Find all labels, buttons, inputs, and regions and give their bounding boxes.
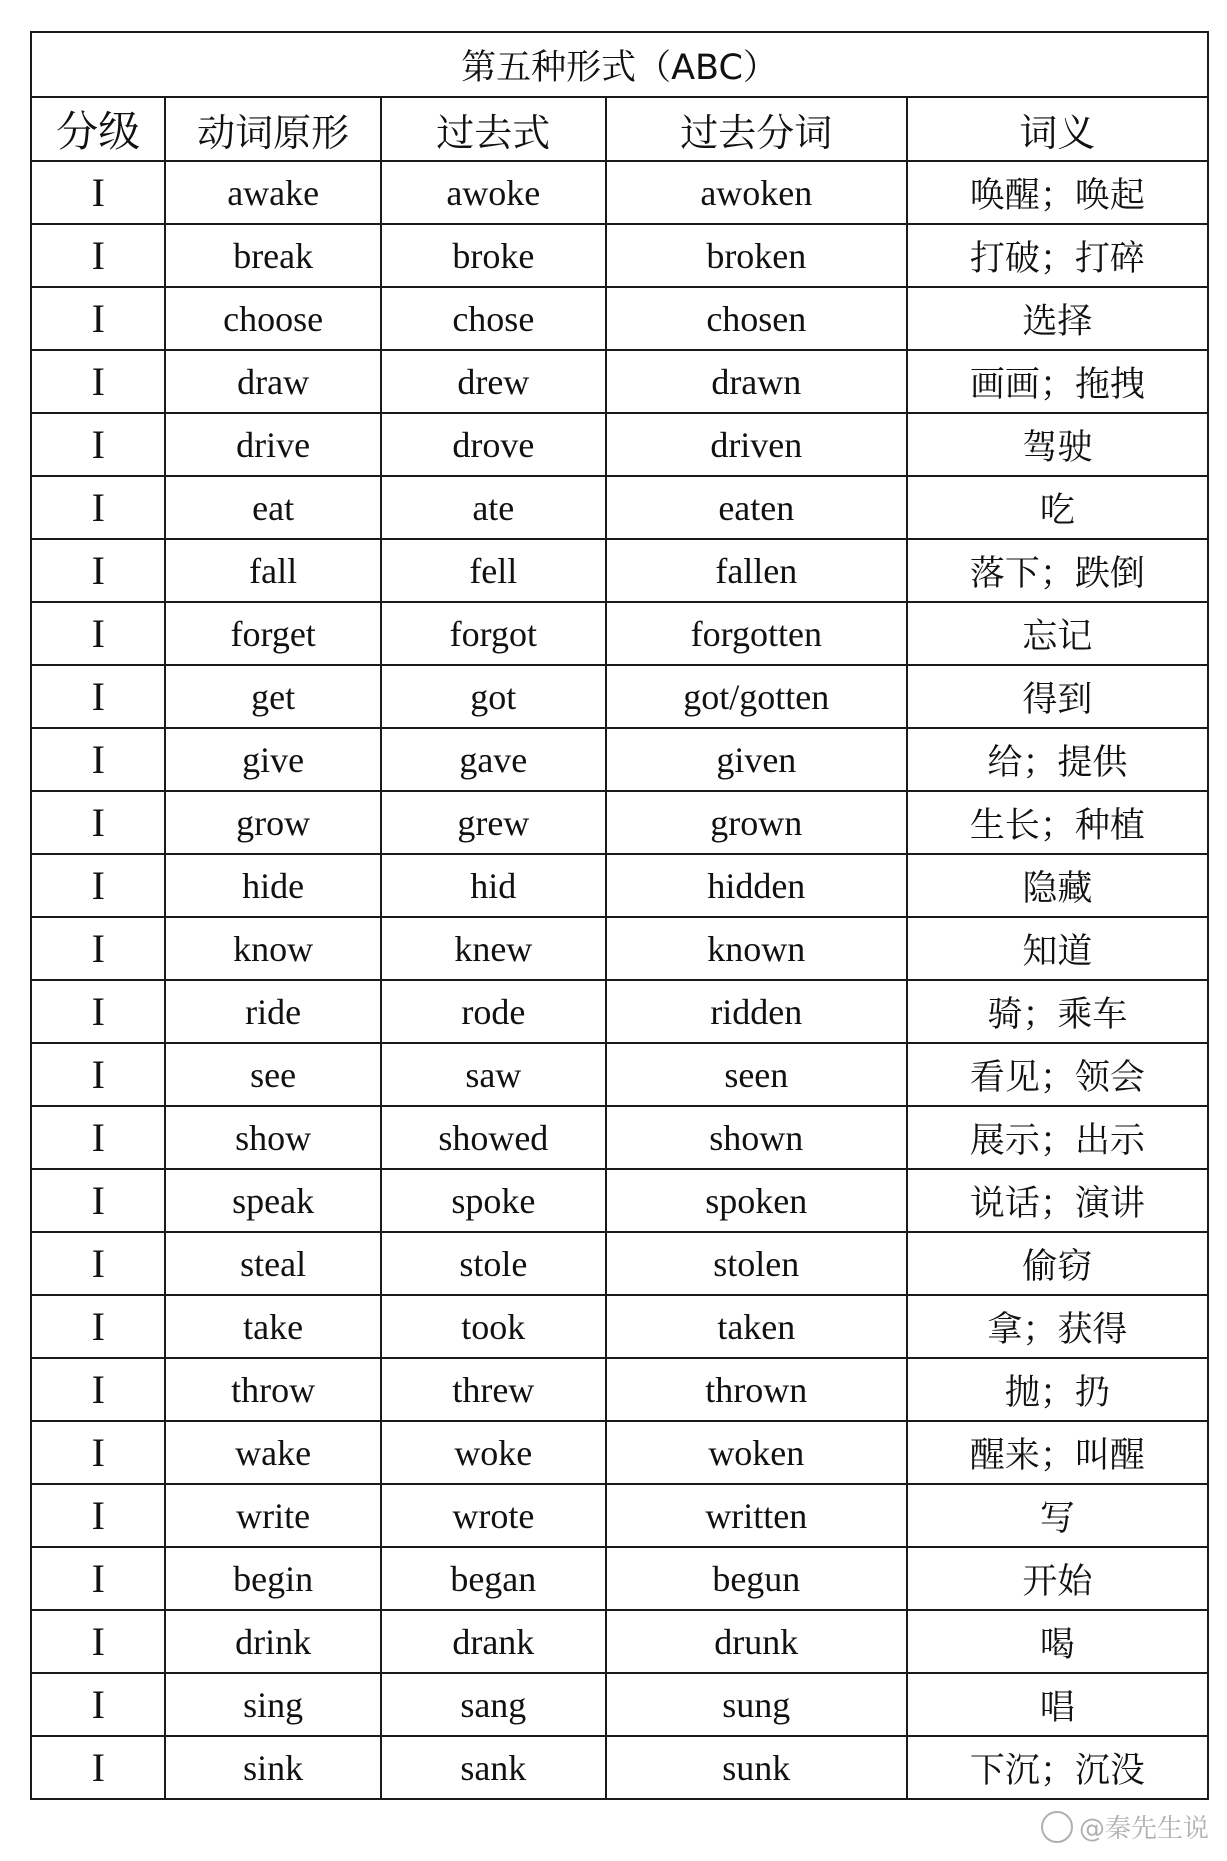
cell-grade: I (31, 854, 165, 917)
cell-past-participle: ridden (606, 980, 907, 1043)
cell-grade: I (31, 1484, 165, 1547)
cell-past-tense: threw (381, 1358, 606, 1421)
cell-base-form: choose (165, 287, 380, 350)
cell-past-participle: sunk (606, 1736, 907, 1799)
cell-grade: I (31, 1673, 165, 1736)
cell-base-form: wake (165, 1421, 380, 1484)
header-past-participle: 过去分词 (606, 97, 907, 161)
cell-grade: I (31, 161, 165, 224)
cell-past-participle: hidden (606, 854, 907, 917)
table-row (31, 539, 1208, 602)
cell-base-form: eat (165, 476, 380, 539)
cell-grade: I (31, 1421, 165, 1484)
cell-meaning: 驾驶 (907, 413, 1208, 476)
cell-base-form: show (165, 1106, 380, 1169)
cell-base-form: drive (165, 413, 380, 476)
cell-past-participle: spoken (606, 1169, 907, 1232)
cell-past-tense: began (381, 1547, 606, 1610)
cell-grade: I (31, 602, 165, 665)
cell-grade: I (31, 1169, 165, 1232)
cell-base-form: grow (165, 791, 380, 854)
cell-meaning: 生长；种植 (907, 791, 1208, 854)
cell-past-tense: hid (381, 854, 606, 917)
header-base-form: 动词原形 (165, 97, 380, 161)
cell-past-participle: taken (606, 1295, 907, 1358)
cell-grade: I (31, 539, 165, 602)
cell-grade: I (31, 287, 165, 350)
cell-past-tense: ate (381, 476, 606, 539)
table-title-row (31, 32, 1208, 97)
cell-grade: I (31, 1547, 165, 1610)
cell-meaning: 开始 (907, 1547, 1208, 1610)
table-body (31, 161, 1208, 1799)
cell-past-tense: knew (381, 917, 606, 980)
table-header-row (31, 97, 1208, 161)
cell-base-form: see (165, 1043, 380, 1106)
cell-meaning: 看见；领会 (907, 1043, 1208, 1106)
cell-past-participle: seen (606, 1043, 907, 1106)
cell-meaning: 骑；乘车 (907, 980, 1208, 1043)
cell-grade: I (31, 350, 165, 413)
cell-past-participle: awoken (606, 161, 907, 224)
cell-meaning: 知道 (907, 917, 1208, 980)
header-past-tense: 过去式 (381, 97, 606, 161)
cell-base-form: forget (165, 602, 380, 665)
header-grade: 分级 (31, 97, 165, 161)
cell-past-participle: thrown (606, 1358, 907, 1421)
table-row (31, 1673, 1208, 1736)
cell-meaning: 吃 (907, 476, 1208, 539)
cell-past-participle: given (606, 728, 907, 791)
cell-past-tense: saw (381, 1043, 606, 1106)
cell-past-tense: got (381, 665, 606, 728)
table-row (31, 161, 1208, 224)
cell-base-form: give (165, 728, 380, 791)
table-row (31, 1043, 1208, 1106)
table-row (31, 1106, 1208, 1169)
cell-grade: I (31, 728, 165, 791)
cell-meaning: 给；提供 (907, 728, 1208, 791)
cell-grade: I (31, 1295, 165, 1358)
table-row (31, 1358, 1208, 1421)
cell-past-participle: fallen (606, 539, 907, 602)
table-row (31, 728, 1208, 791)
cell-meaning: 醒来；叫醒 (907, 1421, 1208, 1484)
cell-past-tense: chose (381, 287, 606, 350)
cell-past-participle: shown (606, 1106, 907, 1169)
cell-past-participle: written (606, 1484, 907, 1547)
cell-past-participle: eaten (606, 476, 907, 539)
table-row (31, 224, 1208, 287)
cell-base-form: ride (165, 980, 380, 1043)
verb-forms-table (30, 31, 1209, 1800)
cell-past-participle: known (606, 917, 907, 980)
cell-base-form: draw (165, 350, 380, 413)
cell-base-form: fall (165, 539, 380, 602)
watermark-logo-icon (1041, 1811, 1073, 1843)
cell-past-tense: stole (381, 1232, 606, 1295)
cell-past-participle: sung (606, 1673, 907, 1736)
cell-meaning: 画画；拖拽 (907, 350, 1208, 413)
cell-base-form: write (165, 1484, 380, 1547)
cell-grade: I (31, 980, 165, 1043)
cell-past-participle: woken (606, 1421, 907, 1484)
cell-past-tense: sank (381, 1736, 606, 1799)
cell-meaning: 打破；打碎 (907, 224, 1208, 287)
cell-past-tense: woke (381, 1421, 606, 1484)
cell-past-participle: got/gotten (606, 665, 907, 728)
table-row (31, 1484, 1208, 1547)
cell-past-participle: forgotten (606, 602, 907, 665)
cell-grade: I (31, 665, 165, 728)
cell-past-tense: drove (381, 413, 606, 476)
cell-past-tense: gave (381, 728, 606, 791)
cell-meaning: 唱 (907, 1673, 1208, 1736)
cell-grade: I (31, 1043, 165, 1106)
cell-base-form: sink (165, 1736, 380, 1799)
header-meaning: 词义 (907, 97, 1208, 161)
table-title: 第五种形式（ABC） (31, 32, 1208, 97)
cell-base-form: get (165, 665, 380, 728)
table-row (31, 476, 1208, 539)
cell-meaning: 展示；出示 (907, 1106, 1208, 1169)
cell-past-participle: begun (606, 1547, 907, 1610)
table-row (31, 1736, 1208, 1799)
table-row (31, 1610, 1208, 1673)
cell-base-form: take (165, 1295, 380, 1358)
cell-meaning: 唤醒；唤起 (907, 161, 1208, 224)
cell-meaning: 抛；扔 (907, 1358, 1208, 1421)
table-row (31, 917, 1208, 980)
cell-base-form: know (165, 917, 380, 980)
cell-meaning: 落下；跌倒 (907, 539, 1208, 602)
cell-grade: I (31, 1358, 165, 1421)
cell-meaning: 偷窃 (907, 1232, 1208, 1295)
cell-past-tense: drew (381, 350, 606, 413)
cell-past-participle: stolen (606, 1232, 907, 1295)
cell-grade: I (31, 413, 165, 476)
cell-grade: I (31, 1736, 165, 1799)
cell-grade: I (31, 791, 165, 854)
cell-base-form: drink (165, 1610, 380, 1673)
cell-past-tense: awoke (381, 161, 606, 224)
cell-past-participle: drawn (606, 350, 907, 413)
cell-meaning: 隐藏 (907, 854, 1208, 917)
watermark (1041, 1808, 1209, 1845)
cell-base-form: steal (165, 1232, 380, 1295)
cell-grade: I (31, 476, 165, 539)
table-row (31, 1169, 1208, 1232)
cell-base-form: throw (165, 1358, 380, 1421)
cell-grade: I (31, 1106, 165, 1169)
cell-meaning: 选择 (907, 287, 1208, 350)
table-row (31, 1547, 1208, 1610)
cell-past-tense: fell (381, 539, 606, 602)
table-row (31, 1295, 1208, 1358)
cell-past-participle: drunk (606, 1610, 907, 1673)
cell-grade: I (31, 1232, 165, 1295)
cell-meaning: 写 (907, 1484, 1208, 1547)
cell-meaning: 下沉；沉没 (907, 1736, 1208, 1799)
cell-meaning: 喝 (907, 1610, 1208, 1673)
table-row (31, 1421, 1208, 1484)
cell-meaning: 忘记 (907, 602, 1208, 665)
cell-grade: I (31, 224, 165, 287)
cell-base-form: awake (165, 161, 380, 224)
cell-past-tense: rode (381, 980, 606, 1043)
cell-past-tense: sang (381, 1673, 606, 1736)
cell-base-form: break (165, 224, 380, 287)
cell-grade: I (31, 1610, 165, 1673)
table-row (31, 854, 1208, 917)
table-row (31, 287, 1208, 350)
watermark-text: @秦先生说 (1078, 1814, 1209, 1844)
cell-meaning: 得到 (907, 665, 1208, 728)
cell-past-tense: forgot (381, 602, 606, 665)
cell-past-participle: broken (606, 224, 907, 287)
cell-past-tense: took (381, 1295, 606, 1358)
table-row (31, 665, 1208, 728)
cell-past-participle: driven (606, 413, 907, 476)
table-row (31, 350, 1208, 413)
cell-past-participle: grown (606, 791, 907, 854)
cell-meaning: 说话；演讲 (907, 1169, 1208, 1232)
cell-past-tense: grew (381, 791, 606, 854)
cell-base-form: begin (165, 1547, 380, 1610)
cell-past-tense: showed (381, 1106, 606, 1169)
cell-past-participle: chosen (606, 287, 907, 350)
cell-past-tense: wrote (381, 1484, 606, 1547)
cell-base-form: sing (165, 1673, 380, 1736)
cell-past-tense: drank (381, 1610, 606, 1673)
table-row (31, 791, 1208, 854)
cell-meaning: 拿；获得 (907, 1295, 1208, 1358)
cell-past-tense: broke (381, 224, 606, 287)
cell-past-tense: spoke (381, 1169, 606, 1232)
cell-base-form: hide (165, 854, 380, 917)
table-row (31, 980, 1208, 1043)
cell-grade: I (31, 917, 165, 980)
table-row (31, 602, 1208, 665)
table-row (31, 1232, 1208, 1295)
cell-base-form: speak (165, 1169, 380, 1232)
table-row (31, 413, 1208, 476)
